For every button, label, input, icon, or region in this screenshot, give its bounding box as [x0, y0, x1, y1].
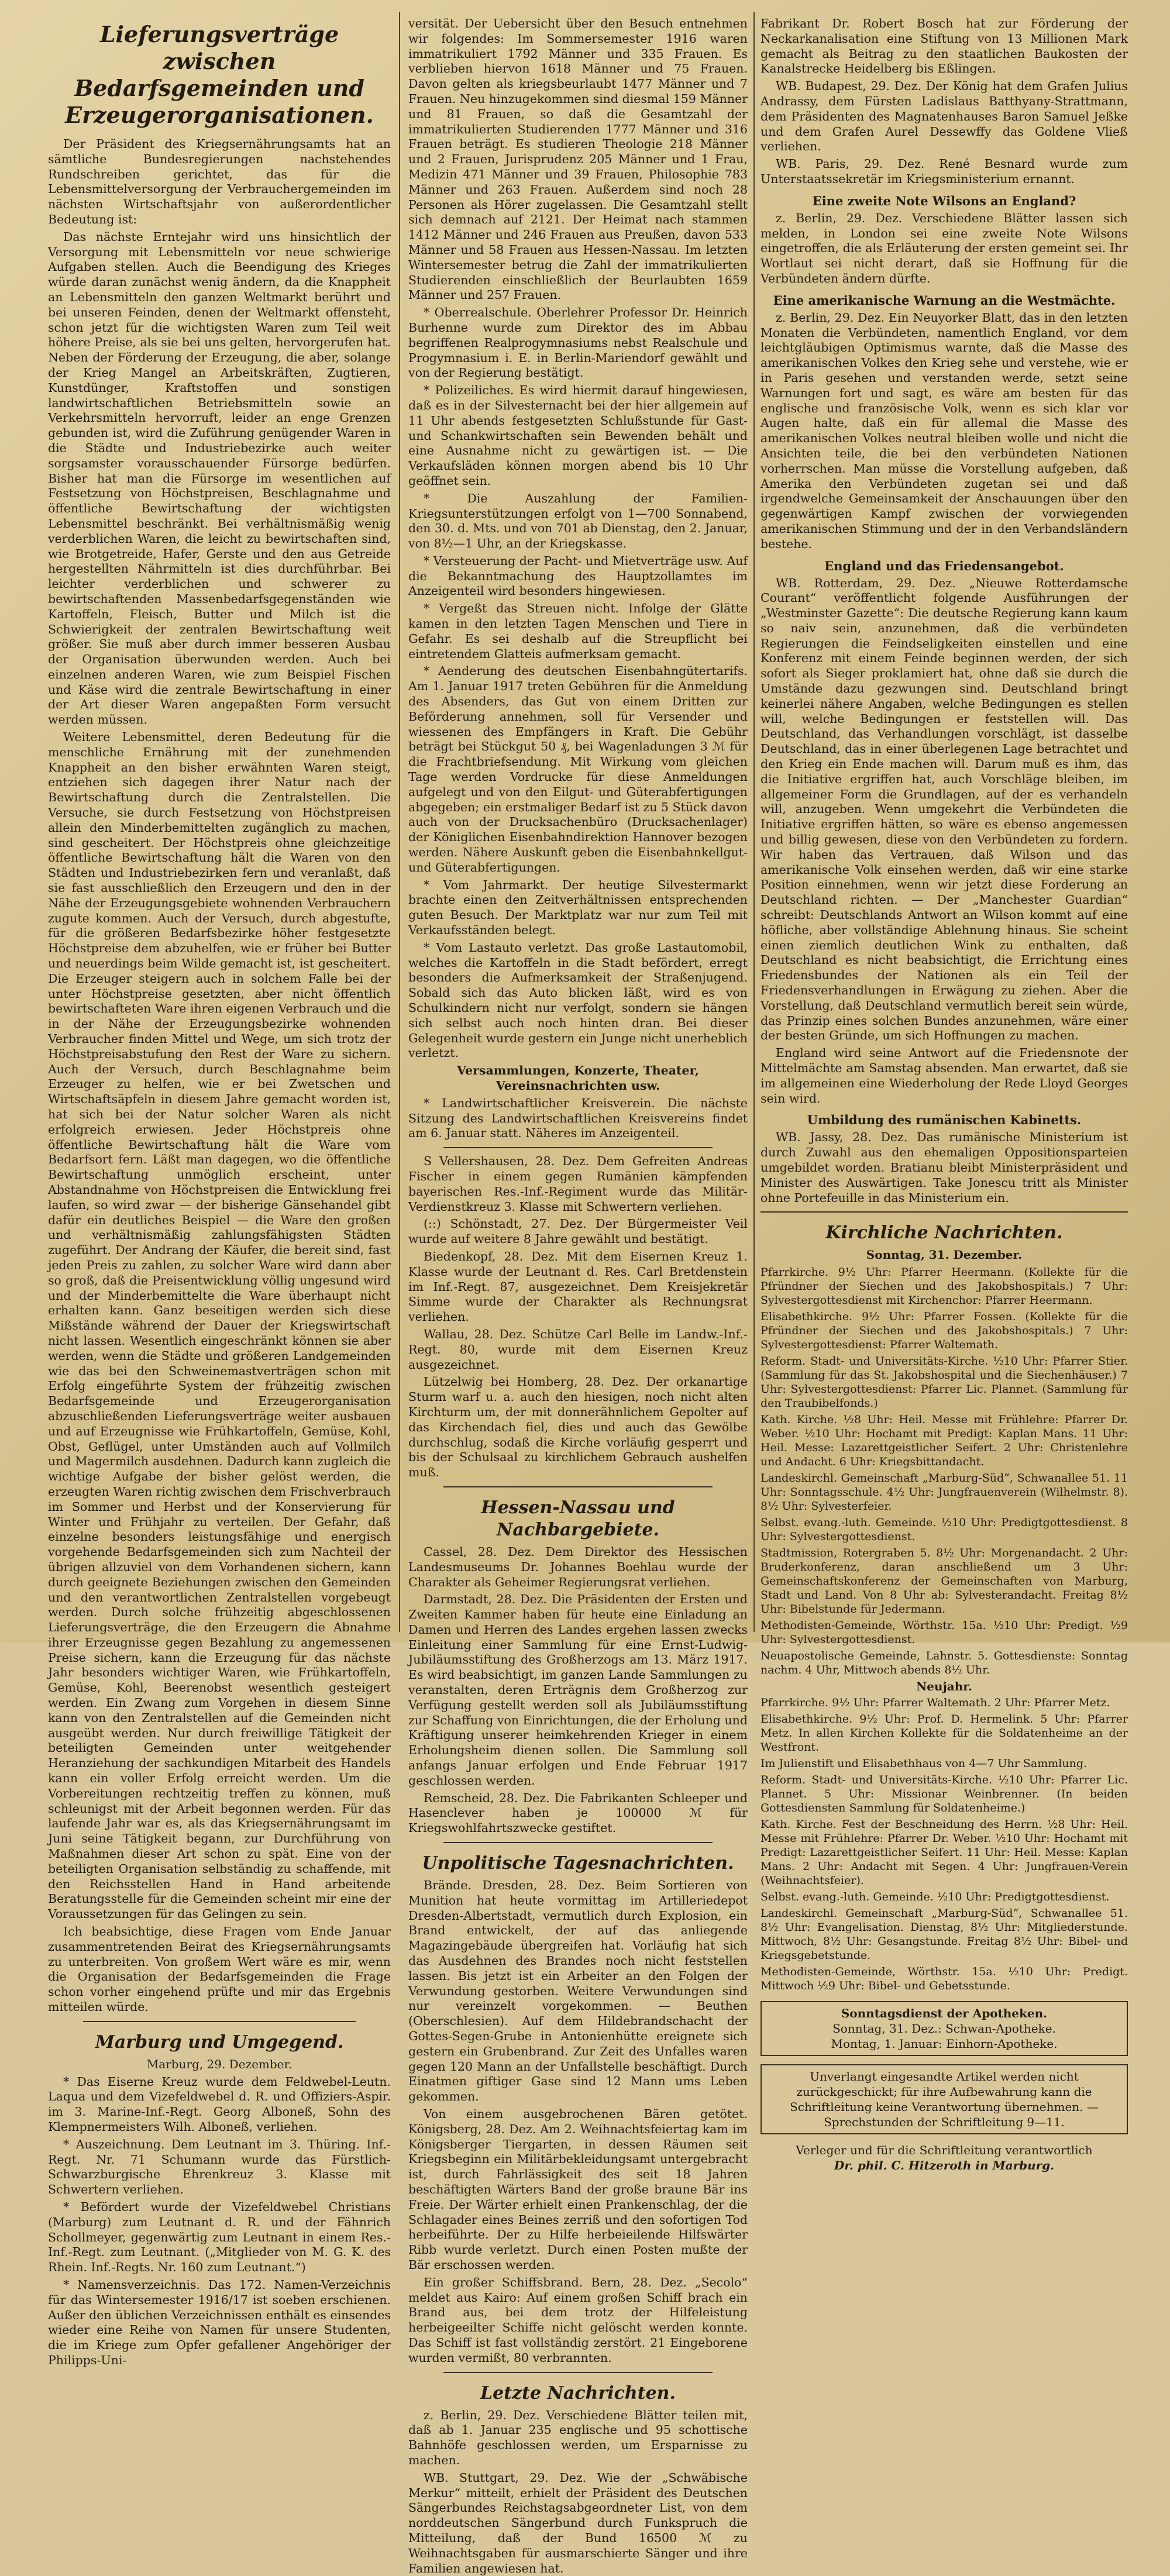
section-divider — [83, 2021, 356, 2022]
section-heading-marburg: Marburg und Umgegend. — [95, 2031, 344, 2052]
news-item: * Vom Lastauto verletzt. Das große Lastautomobil, welches die Kartoffeln in die Stadt befördert, erregt besonders die Aufmerksamkeit der Straßenjugend. Sobald sich das Auto blicken läßt, wird es von Schulkindern nicht nur verfolgt, sondern sie hängen sich selbst auch noch hinten dran. Bei dieser Gelegenheit wurde gestern ein Junge nicht unerheblich verletzt. — [408, 940, 748, 1060]
news-item: * Versteuerung der Pacht- und Mietverträge usw. Auf die Bekanntmachung des Hauptzollamtes im Anzeigenteil wird besonders hingewiesen. — [408, 553, 748, 598]
pharmacy-box — [760, 2001, 1128, 2056]
news-item: z. Berlin, 29. Dez. Ein Neuyorker Blatt, das in den letzten Monaten die Verbündeten, namentlich England, vor dem leichtgläubigen Optimismus warnte, daß die Masse des amerikanischen Volkes den Krieg sehe und verstehe, wie er in Paris gesehen und verstanden werde, setzt seine Warnungen fort und sagt, es wäre am besten für das englische und französische Volk, wenn es sich klar vor Augen halte, daß ein für allemal die Masse des amerikanischen Volkes neutral bleiben wolle und nicht die Ansichten teile, die bei den verbündeten Nationen vorherrschen. Man müsse die Vorstellung aufgeben, daß Amerika den Verbündeten zugetan sei und daß irgendwelche Gemeinsamkeit der Anschauungen über den gegenwärtigen Kampf zwischen der vorwiegenden amerikanischen Stimmung und der in den Verbandsländern bestehe. — [760, 310, 1128, 551]
section-heading-letzte: Letzte Nachrichten. — [480, 2382, 676, 2403]
church-entry: Landeskirchl. Gemeinschaft „Marburg-Süd“, Schwanallee 51. 11 Uhr: Sonntagsschule. 4½ Uhr: Jungfrauenverein (Wilhelmstr. 8). 8½ Uhr: Sylvesterfeier. — [760, 1472, 1128, 1513]
column-rule-right — [753, 12, 755, 1632]
section-divider — [443, 1486, 713, 1487]
church-entry: Reform. Stadt- und Universitäts-Kirche. ½10 Uhr: Pfarrer Stier. (Sammlung für das St. Jakobshospital und die Siechenhäuser.) 7 Uhr: Sylvestergottesdienst: Pfarrer Lic. Plannet. (Sammlung für den Traubibelfonds.) — [760, 1355, 1128, 1410]
news-item: * Aenderung des deutschen Eisenbahngütertarifs. Am 1. Januar 1917 treten Gebühren für die Anmeldung des Absenders, das Gut von einem Dritten zur Beförderung annehmen, soll für Versender und wiessenen des Empfängers in Kraft. Die Gebühr beträgt bei Stückgut 50 ₰, bei Wagenladungen 3 ℳ für die Frachtbriefsendung. Mit Wirkung vom gleichen Tage werden Vordrucke für diese Anmeldungen aufgelegt und von den Eilgut- und Güterabfertigungen abgegeben; ein erstmaliger Bedarf ist zu 5 Stück davon auch von der Drucksachenbüro (Drucksachenlager) der Königlichen Eisenbahndirektion Hannover bezogen werden. Nähere Auskunft geben die Eisenbahnkellgut- und Güterabfertigungen. — [408, 664, 748, 874]
news-item: Brände. Dresden, 28. Dez. Beim Sortieren von Munition hat heute vormittag im Artilleriedepot Dresden-Albertstadt, vermutlich durch Explosion, ein Brand entwickelt, der auf das anliegende Magazingebäude übergreifen hat. Vorläufig hat sich das Ausdehnen des Brandes noch nicht feststellen lassen. Bis jetzt ist ein Arbeiter an den Folgen der Verwundung gestorben. Weitere Verwundungen sind nur vereinzelt vorgekommen. — Beuthen (Oberschlesien). Auf dem Hildebrandschacht der Gottes-Segen-Grube in Antonienhütte ereignete sich gestern ein Grubenbrand. Zur Zeit des Unfalles waren gegen 120 Mann an der Unfallstelle beschäftigt. Durch Einatmen giftiger Gase sind 12 Mann ums Leben gekommen. — [408, 1878, 748, 2104]
section-divider — [443, 1147, 713, 1148]
church-entry: Methodisten-Gemeinde, Wörthstr. 15a. ½10 Uhr: Predigt. ½9 Uhr: Sylvestergottesdienst. — [760, 1619, 1128, 1647]
news-item: Ein großer Schiffsbrand. Bern, 28. Dez. „Secolo“ meldet aus Kairo: Auf einem großen Schiff brach ein Brand aus, bei dem trotz der Hilfeleistung herbeigeeilter Schiffe nicht gelöscht werden konnte. Das Schiff ist fast vollständig zerstört. 21 Eingeborene wurden vermißt, 80 verbrannten. — [408, 2275, 748, 2365]
news-item: Von einem ausgebrochenen Bären getötet. Königsberg, 28. Dez. Am 2. Weihnachtsfeiertag kam im Königsberger Tiergarten, in dessen Räumen seit Kriegsbeginn ein Militärbekleidungsamt untergebracht ist, durch Fahrlässigkeit des seit 18 Jahren beschäftigten Wärters Band der große braune Bär ins Freie. Der Wärter erhielt einen Prankenschlag, der die Schlagader eines Beines zerriß und den sofortigen Tod herbeiführte. Der zu Hilfe herbeieilende Hilfswärter Ribb wurde verletzt. Durch einen Posten mußte der Bär erschossen werden. — [408, 2107, 748, 2272]
news-item: * Auszeichnung. Dem Leutnant im 3. Thüring. Inf.-Regt. Nr. 71 Schumann wurde das Fürstlich-Schwarzburgische Ehrenkreuz 3. Klasse mit Schwertern verliehen. — [48, 2137, 391, 2197]
news-item: * Vom Jahrmarkt. Der heutige Silvestermarkt brachte einen den Zeitverhältnissen entsprechenden guten Besuch. Der Marktplatz war nur zum Teil mit Verkaufsständen belegt. — [408, 877, 748, 938]
church-entry: Stadtmission, Rotergraben 5. 8½ Uhr: Morgenandacht. 2 Uhr: Bruderkonferenz, daran anschließend um 3 Uhr: Gemeinschaftskonferenz der Gemeinschaften von Marburg, Stadt und Land. Von 8 Uhr ab: Sylvesterandacht. Freitag 8½ Uhr: Bibelstunde für Jedermann. — [760, 1547, 1128, 1616]
news-item: Remscheid, 28. Dez. Die Fabrikanten Schleeper und Hasenclever haben je 100000 ℳ für Kriegswohlfahrtszwecke gestiftet. — [408, 1790, 748, 1835]
church-entry: Reform. Stadt- und Universitäts-Kirche. ½10 Uhr: Pfarrer Lic. Plannet. 5 Uhr: Missionar Weinbrenner. (In beiden Gottesdiensten Sammlung für Soldatenheime.) — [760, 1773, 1128, 1815]
news-item: z. Berlin, 29. Dez. Verschiedene Blätter teilen mit, daß ab 1. Januar 235 englische und 95 schottische Bahnhöfe geschlossen werden, um Ersparnisse zu machen. — [408, 2408, 748, 2467]
notice-text: Unverlangt eingesandte Artikel werden nicht zurückgeschickt; für ihre Aufbewahrung kann die Schriftleitung keine Verantwortung übernehmen. — Sprechstunden der Schriftleitung 9—11. — [790, 2069, 1099, 2130]
news-item: Lützelwig bei Homberg, 28. Dez. Der orkanartige Sturm warf u. a. auch den hiesigen, noch nicht alten Kirchturm um, der mit donnerähnlichem Gepolter auf das Kirchendach fiel, dies und auch das Gewölbe durchschlug, sodaß die Kirche vorläufig gesperrt und bis der Schulsaal zu kirchlichem Gebrauch aushelfen muß. — [408, 1375, 748, 1480]
news-item: * Die Auszahlung der Familien-Kriegsunterstützungen erfolgt von 1—700 Sonnabend, den 30. d. Mts. und von 701 ab Dienstag, den 2. Januar, von 8½—1 Uhr, an der Kriegskasse. — [408, 491, 748, 551]
subsection-label: Versammlungen, Konzerte, Theater, Vereinsnachrichten usw. — [457, 1063, 699, 1093]
church-entry: Im Julienstift und Elisabethhaus von 4—7 Uhr Sammlung. — [760, 1757, 1088, 1771]
news-item: * Namensverzeichnis. Das 172. Namen-Verzeichnis für das Wintersemester 1916/17 ist soeben erschienen. Außer den üblichen Verzeichnissen enthält es einsendes wieder eine Reihe von Namen für unsere Studenten, die im Kriege zum Opfer gefallener Angehöriger der Philipps-Uni- — [48, 2277, 391, 2367]
church-entry: Kath. Kirche. Fest der Beschneidung des Herrn. ½8 Uhr: Heil. Messe mit Frühlehre: Pfarrer Dr. Weber. ½10 Uhr: Hochamt mit Predigt: Lazarettgeistlicher Seifert. 11 Uhr: Heil. Messe: Kaplan Mans. 2 Uhr: Andacht mit Segen. 4 Uhr: Jungfrauen-Verein (Weihnachtsfeier). — [760, 1818, 1128, 1888]
section-heading-unpolitisch: Unpolitische Tagesnachrichten. — [422, 1853, 734, 1874]
church-entry: Neuapostolische Gemeinde, Lahnstr. 5. Gottesdienste: Sonntag nachm. 4 Uhr, Mittwoch abends 8½ Uhr. — [760, 1649, 1128, 1677]
subheading: Umbildung des rumänischen Kabinetts. — [807, 1113, 1082, 1128]
section-divider — [443, 2372, 713, 2373]
dateline: Sonntag, 31. Dezember. — [866, 1248, 1023, 1262]
church-entry: Methodisten-Gemeinde, Wörthstr. 15a. ½10 Uhr: Predigt. Mittwoch ½9 Uhr: Bibel- und Gebetsstunde. — [760, 1965, 1128, 1993]
news-item: Cassel, 28. Dez. Dem Direktor des Hessischen Landesmuseums Dr. Johannes Boehlau wurde der Charakter als Geheimer Regierungsrat verliehen. — [408, 1544, 748, 1589]
news-item: S Vellershausen, 28. Dez. Dem Gefreiten Andreas Fischer in einem gegen Rumänien kämpfenden bayerischen Res.-Inf.-Regiment wurde das Militär-Verdienstkreuz 3. Klasse mit Schwertern verliehen. — [408, 1154, 748, 1214]
section-divider — [443, 1842, 713, 1843]
article-paragraph: Ich beabsichtige, diese Fragen vom Ende Januar zusammentretenden Beirat des Kriegsernährungsamts zu unterbreiten. Von großem Wert wäre es mir, wenn die Organisation der Bedarfsgemeinden die Frage schon vorher eingehend prüfte und mir das Ergebnis mitteilen würde. — [48, 1924, 391, 2014]
church-entry: Landeskirchl. Gemeinschaft „Marburg-Süd“, Schwanallee 51. 8½ Uhr: Evangelisation. Dienstag, 8½ Uhr: Mitgliederstunde. Mittwoch, 8½ Uhr: Gesangstunde. Freitag 8½ Uhr: Bibel- und Kriegsgebetstunde. — [760, 1907, 1128, 1962]
church-entry: Selbst. evang.-luth. Gemeinde. ½10 Uhr: Predigtgottesdienst. — [760, 1890, 1110, 1904]
subheading: Eine amerikanische Warnung an die Westmächte. — [773, 292, 1116, 308]
news-item: z. Berlin, 29. Dez. Verschiedene Blätter lassen sich melden, in London sei eine zweite Note Wilsons eingetroffen, die als Erläuterung der ersten gemeint sei. Ihr Wortlaut sei nicht derart, daß sie Hoffnung für die Verbündeten ändern dürfte. — [760, 211, 1128, 285]
article-paragraph: Weitere Lebensmittel, deren Bedeutung für die menschliche Ernährung mit der zunehmenden Knappheit an den bisher erwähnten Waren steigt, entziehen sich dagegen ihrer Natur nach der Bewirtschaftung durch die Zentralstellen. Die Versuche, sie durch Festsetzung von Höchstpreisen allein den Minderbemittelten zugänglich zu machen, sind gescheitert. Der Höchstpreis ohne gleichzeitige öffentliche Bewirtschaftung hält die Waren von den Städten und Industriebezirken fern und veranlaßt, daß sie fast ausschließlich den Erzeugern und den in der Nähe der Erzeugungsgebiete wohnenden Verbrauchern zugute kommen. Auch der Versuch, durch abgestufte, für die größeren Bedarfsbezirke höher festgesetzte Höchstpreise dem abzuhelfen, wie er früher bei Butter und neuerdings beim Wilde gemacht ist, ist gescheitert. Die Erzeuger steigern auch in solchem Falle bei der unter Höchstpreise gesetzten, aber nicht öffentlich bewirtschafteten Ware ihren eigenen Verbrauch und die in der Nähe der Erzeugungsbezirke wohnenden Verbraucher finden Mittel und Wege, um sich trotz der Höchstpreisabstufung den Rest der Ware zu sichern. Auch der Versuch, durch Beschlagnahme beim Erzeuger zu helfen, wie er bei Zwetschen und Wirtschaftsäpfeln in diesem Jahre gemacht worden ist, hat sich bei der Natur solcher Waren als nicht erfolgreich erwiesen. Jeder Höchstpreis ohne öffentliche Bewirtschaftung hält die Ware vom Bedarfsort fern. Läßt man dagegen, wo die öffentliche Bewirtschaftung unmöglich erscheint, unter Abstandnahme von Höchstpreisen die Entwicklung frei laufen, so wird zwar — der bisherige Gänsehandel gibt dafür ein deutliches Beispiel — die Ware den großen und verhältnismäßig zahlungsfähigsten Städten zugeführt. Der Andrang der Käufer, die bereit sind, fast jeden Preis zu zahlen, zu solcher Ware wird dann aber so groß, daß die Preisentwicklung völlig ungesund wird und der Minderbemittelte die Ware überhaupt nicht erhalten kann. Ganz beseitigen werden sich diese Mißstände während der Dauer der Kriegswirtschaft nicht lassen. Wesentlich eingeschränkt können sie aber werden, wenn die Städte und größeren Landgemeinden wie das bei den Schweinemastverträgen schon mit Erfolg eingeführte System der frühzeitig zwischen Bedarfsgemeinde und Erzeugerorganisation abzuschließenden Lieferungsverträge weiter ausbauen und auf Erzeugnisse wie Frühkartoffeln, Gemüse, Kohl, Obst, Geflügel, unter Umständen auch auf Vollmilch und Magermilch ausdehnen. Dadurch kann zugleich die wichtige Aufgabe der bisher gelöst werden, die erzeugten Waren richtig zwischen dem Frischverbrauch im Sommer und Herbst und der Konservierung für Winter und Frühjahr zu verteilen. Der Gefahr, daß einzelne besonders leistungsfähige und energisch vorgehende Bedarfsgemeinden sich zum Nachteil der übrigen allzuviel von dem Vorhandenen sichern, kann durch geeignete Beziehungen zwischen den Gemeinden und den verantwortlichen Zentralstellen vorgebeugt werden. Durch solche frühzeitig abgeschlossenen Lieferungsverträge, die den Erzeugern die Abnahme ihrer Erzeugnisse gegen Bezahlung zu angemessenen Preise sichern, kann die Erzeugung für das nächste Jahr besonders wichtiger Waren, wie Frühkartoffeln, Gemüse, Kohl, Beerenobst wesentlich gesteigert werden. Ein Zwang zum Vorgehen in diesem Sinne kann von den Zentralstellen auf die Gemeinden nicht ausgeübt werden. Nur durch freiwillige Tätigkeit der beteiligten Gemeinden unter weitgehender Heranziehung der sachkundigen Mitarbeit des Handels kann ein voller Erfolg erreicht werden. Um die Vorbereitungen rechtzeitig treffen zu können, muß schleunigst mit der Arbeit begonnen werden. Für das laufende Jahr war es, als das Kriegsernährungsamt im Juni seine Tätigkeit begann, zur Durchführung von Maßnahmen dieser Art schon zu spät. Eine von der beteiligten Organisation selbständig zu schaffende, mit den Reichsstellen Hand in Hand arbeitende Beratungsstelle für die Gemeinden scheint mir eine der Voraussetzungen für das Gelingen zu sein. — [48, 730, 391, 1921]
news-item: WB. Budapest, 29. Dez. Der König hat dem Grafen Julius Andrassy, dem Fürsten Ladislaus Batthyany-Strattmann, dem Präsidenten des Magnatenhauses Baron Samuel Jeßke und dem Grafen Aurel Dessewffy das Goldene Vließ verliehen. — [760, 79, 1128, 154]
pharmacy-title: Sonntagsdienst der Apotheken. — [841, 2006, 1048, 2021]
column-1 — [48, 16, 391, 2367]
section-divider — [760, 1211, 1128, 1213]
church-entry: Kath. Kirche. ½8 Uhr: Heil. Messe mit Frühlehre: Pfarrer Dr. Weber. ½10 Uhr: Hochamt mit Predigt: Kaplan Mans. 11 Uhr: Heil. Messe: Lazarettgeistlicher Seifert. 2 Uhr: Christenlehre und Andacht. 6 Uhr: Kriegsbittandacht. — [760, 1413, 1128, 1469]
news-item: Biedenkopf, 28. Dez. Mit dem Eisernen Kreuz 1. Klasse wurde der Leutnant d. Res. Carl Bretdenstein im Inf.-Regt. 87, ausgezeichnet. Dem Kreisjekretär Simme wurde der Charakter als Rechnungsrat verliehen. — [408, 1249, 748, 1324]
imprint-line: Verleger und für die Schriftleitung verantwortlich — [796, 2143, 1093, 2158]
column-2 — [408, 16, 748, 2575]
section-heading-hessen: Hessen-Nassau und Nachbargebiete. — [481, 1497, 675, 1540]
column-3 — [760, 16, 1128, 2173]
news-item: (::) Schönstadt, 27. Dez. Der Bürgermeister Veil wurde auf weitere 8 Jahre gewählt und bestätigt. — [408, 1217, 748, 1246]
column-rule-left — [399, 12, 400, 1632]
news-item: Wallau, 28. Dez. Schütze Carl Belle im Landw.-Inf.-Regt. 80, wurde mit dem Eisernen Kreuz ausgezeichnet. — [408, 1327, 748, 1372]
news-item: * Oberrealschule. Oberlehrer Professor Dr. Heinrich Burhenne wurde zum Direktor des im Abbau begriffenen Realprogymnasiums nebst Realschule und Progymnasium i. E. in Berlin-Mariendorf gewählt und von der Regierung bestätigt. — [408, 305, 748, 380]
article-paragraph: Das nächste Erntejahr wird uns hinsichtlich der Versorgung mit Lebensmitteln vor neue schwierige Aufgaben stellen. Auch die Beendigung des Krieges würde daran zunächst wenig ändern, da die Knappheit an Lebensmitteln den ganzen Weltmarkt berührt und bei unseren Feinden, denen der Weltmarkt offensteht, schon jetzt für die wichtigsten Waren zum Teil weit höhere Preise, als sie bei uns gelten, hervorgerufen hat. Neben der Förderung der Erzeugung, die aber, solange der Krieg Mangel an Arbeitskräften, Zugtieren, Kunstdünger, Kraftstoffen und sonstigen landwirtschaftlichen Betriebsmitteln sowie an Verkehrsmitteln hervorruft, leider an enge Grenzen gebunden ist, wird die Zuführung genügender Waren in die Städte und Industriebezirke auch weiter sorgsamster vorausschauender Fürsorge bedürfen. Bisher hat man die Fürsorge im wesentlichen auf Festsetzung von Höchstpreisen, Beschlagnahme und öffentliche Bewirtschaftung der wichtigsten Lebensmittel beschränkt. Bei verhältnismäßig wenig verderblichen Waren, die leicht zu bewirtschaften sind, wie Brotgetreide, Hafer, Gerste und den aus Getreide hergestellten Nährmitteln ist dies durchführbar. Bei leichter verderblichen und schwerer zu bewirtschaftenden Massenbedarfsgegenständen wie Kartoffeln, Fleisch, Butter und Milch ist die Schwierigkeit der zentralen Bewirtschaftung weit größer. Sie muß aber durch immer besseren Ausbau der Organisation überwunden werden. Auch bei einzelnen anderen Waren, wie zum Beispiel Fischen und Käse wird die zentrale Bewirtschaftung in einer der Art dieser Waren angepaßten Form versucht werden müssen. — [48, 229, 391, 727]
news-item: WB. Stuttgart, 29. Dez. Wie der „Schwäbische Merkur“ mitteilt, erhielt der Präsident des Deutschen Sängerbundes Reichstagsabgeordneter List, von dem norddeutschen Sängerbund durch Funkspruch die Mitteilung, daß der Bund 16500 ℳ zu Weihnachtsgaben für ausmarschierte Sänger und ihre Familien angewiesen hat. — [408, 2470, 748, 2575]
church-entry: Pfarrkirche. 9½ Uhr: Pfarrer Waltemath. 2 Uhr: Pfarrer Metz. — [760, 1696, 1110, 1710]
church-entry: Selbst. evang.-luth. Gemeinde. ½10 Uhr: Predigtgottesdienst. 8 Uhr: Sylvestergottesdienst. — [760, 1516, 1128, 1544]
article-headline: Lieferungsverträge zwischen Bedarfsgemeinden und Erzeugerorganisationen. — [65, 21, 374, 128]
imprint-signature: Dr. phil. C. Hitzeroth in Marburg. — [834, 2158, 1055, 2173]
news-item: WB. Jassy, 28. Dez. Das rumänische Ministerium ist durch Zuwahl aus den ehemaligen Oppositionsparteien umgebildet worden. Bratianu bleibt Ministerpräsident und Minister des Auswärtigen. Take Jonescu tritt als Minister ohne Portefeuille in das Ministerium ein. — [760, 1130, 1128, 1205]
article-paragraph: Der Präsident des Kriegsernährungsamts hat an sämtliche Bundesregierungen nachstehendes Rundschreiben gerichtet, das für die Lebensmittelversorgung der Verbrauchergemeinden im nächsten Wirtschaftsjahr von außerordentlicher Bedeutung ist: — [48, 137, 391, 226]
news-item: * Polizeiliches. Es wird hiermit darauf hingewiesen, daß es in der Silvesternacht bei der hier allgemein auf 11 Uhr abends festgesetzten Schlußstunde für Gast- und Schankwirtschaften sein Bewenden behält und eine Ausnahme nicht zu gewärtigen ist. — Die Verkaufsläden können morgen abend bis 10 Uhr geöffnet sein. — [408, 383, 748, 488]
news-item: * Das Eiserne Kreuz wurde dem Feldwebel-Leutn. Laqua und dem Vizefeldwebel d. R. und Offiziers-Aspir. im 3. Marine-Inf.-Regt. Georg Alboneß, Sohn des Klempnermeisters Wilh. Alboneß, verliehen. — [48, 2074, 391, 2134]
subheading: England und das Friedensangebot. — [824, 558, 1064, 573]
neujahr-heading: Neujahr. — [916, 1679, 972, 1694]
pharmacy-line: Sonntag, 31. Dez.: Schwan-Apotheke. — [832, 2021, 1056, 2036]
news-item: Darmstadt, 28. Dez. Die Präsidenten der Ersten und Zweiten Kammer haben für heute eine Einladung an Damen und Herren des Landes ergehen lassen zwecks Einleitung einer Sammlung für eine Ernst-Ludwig-Jubiläumsstiftung des Großherzogs am 13. März 1917. Es wird beabsichtigt, im ganzen Lande Sammlungen zu veranstalten, deren Erträgnis dem Großherzog zur Verfügung gestellt werden soll als Jubiläumsstiftung zur Schaffung von Einrichtungen, die der Erholung und Kräftigung unserer heimkehrenden Krieger in einem Erholungsheim dienen sollen. Die Sammlung soll anfangs Januar erfolgen und Ende Februar 1917 geschlossen werden. — [408, 1592, 748, 1788]
news-item: WB. Paris, 29. Dez. René Besnard wurde zum Unterstaatssekretär im Kriegsministerium ernannt. — [760, 157, 1128, 186]
church-entry: Pfarrkirche. 9½ Uhr: Pfarrer Heermann. (Kollekte für die Pfründner der Siechen und des Jakobshospitals.) 7 Uhr: Sylvestergottesdienst mit Kirchenchor: Pfarrer Heermann. — [760, 1266, 1128, 1307]
news-item: versität. Der Uebersicht über den Besuch entnehmen wir folgendes: Im Sommersemester 1916 waren immatrikuliert 1792 Männer und 335 Frauen. Es verblieben hiervon 1618 Männer und 75 Frauen. Davon gelten als kriegsbeurlaubt 1477 Männer und 7 Frauen. Neu hinzugekommen sind diesmal 159 Männer und 81 Frauen, so daß die Gesamtzahl der immatrikulierten Studierenden 1777 Männer und 316 Frauen beträgt. Es studieren Theologie 218 Männer und 2 Frauen, Jurisprudenz 205 Männer und 1 Frau, Medizin 471 Männer und 39 Frauen, Philosophie 783 Männer und 263 Frauen. Außerdem sind noch 28 Personen als Hörer zugelassen. Die Gesamtzahl stellt sich demnach auf 2121. Der Heimat nach stammen 1412 Männer und 246 Frauen aus Preußen, davon 533 Männer und 58 Frauen aus Hessen-Nassau. Im letzten Wintersemester betrug die Zahl der immatrikulierten Studierenden einschließlich der Beurlaubten 1659 Männer und 257 Frauen. — [408, 16, 748, 302]
subheading: Eine zweite Note Wilsons an England? — [812, 193, 1076, 208]
section-heading-kirche: Kirchliche Nachrichten. — [825, 1222, 1063, 1244]
dateline: Marburg, 29. Dezember. — [146, 2057, 292, 2071]
news-item: England wird seine Antwort auf die Friedensnote der Mittelmächte am Samstag absenden. Man erwartet, daß sie im allgemeinen eine Wiederholung der Rede Lloyd Georges sein wird. — [760, 1046, 1128, 1106]
church-entry: Elisabethkirche. 9½ Uhr: Pfarrer Fossen. (Kollekte für die Pfründner der Siechen und des Jakobshospitals.) 7 Uhr: Sylvestergottesdienst: Pfarrer Waltemath. — [760, 1310, 1128, 1352]
news-item: * Vergeßt das Streuen nicht. Infolge der Glätte kamen in den letzten Tagen Menschen und Tiere in Gefahr. Es sei deshalb auf die Streupflicht bei eintretendem Glatteis aufmerksam gemacht. — [408, 601, 748, 661]
news-item: WB. Rotterdam, 29. Dez. „Nieuwe Rotterdamsche Courant“ veröffentlicht folgende Ausführungen der „Westminster Gazette“: Die deutsche Regierung kann kaum so naiv sein, anzunehmen, daß die verbündeten Regierungen die Feindseligkeiten einstellen und eine Konferenz mit einem Feinde beginnen werden, der sich sofort als Sieger proklamiert hat, ohne daß sie durch die Umstände dazu gezwungen sind. Deutschland bringt keinerlei nähere Angaben, welche Bedingungen es stellen will, welche Bedingungen er feststellen will. Das Deutschland, das Verhandlungen vorschlägt, ist dasselbe Deutschland, das in einer überlegenen Lage betrachtet und den Krieg ein Ende machen will. Darum muß es ihm, das die Initiative ergriffen hat, auch Vorschläge bleiben, im allgemeiner Form die Grundlagen, auf der es verhandeln will, anzugeben. Wenn umgekehrt die Verbündeten die Initiative ergriffen hätten, so wäre es ebenso angemessen und billig gewesen, diese von den Verbündeten zu fordern. Wir haben das Vertrauen, daß Wilson und das amerikanische Volk einsehen werden, daß wir eine starke Position einnehmen, wenn wir jetzt diese Forderung an Deutschland richten. — Der „Manchester Guardian“ schreibt: Deutschlands Antwort an Wilson kommt auf eine höfliche, aber vollständige Ablehnung hinaus. Sie scheint einen ziemlich deutlichen Wink zu enthalten, daß Deutschland es nicht beabsichtigt, die Errichtung eines Friedensbundes der Nationen als ein Teil der Friedensverhandlungen in Erwägung zu ziehen. Aber die Vorstellung, daß Deutschland vermutlich bereit sein würde, das Prinzip eines solchen Bundes anzunehmen, wäre einer der besten Gründe, um sich Hoffnungen zu machen. — [760, 576, 1128, 1043]
news-item: * Befördert wurde der Vizefeldwebel Christians (Marburg) zum Leutnant d. R. und der Fähnrich Schollmeyer, gegenwärtig zum Leutnant in einem Res.-Inf.-Regt. zum Leutnant. („Mitglieder von M. G. K. des Rhein. Inf.-Regts. Nr. 160 zum Leutnant.“) — [48, 2199, 391, 2275]
editorial-notice — [760, 2064, 1128, 2134]
news-item: * Landwirtschaftlicher Kreisverein. Die nächste Sitzung des Landwirtschaftlichen Kreisvereins findet am 6. Januar statt. Näheres im Anzeigenteil. — [408, 1096, 748, 1141]
church-entry: Elisabethkirche. 9½ Uhr: Prof. D. Hermelink. 5 Uhr: Pfarrer Metz. In allen Kirchen Kollekte für die Soldatenheime an der Westfront. — [760, 1713, 1128, 1754]
pharmacy-line: Montag, 1. Januar: Einhorn-Apotheke. — [831, 2037, 1058, 2051]
imprint — [760, 2143, 1128, 2173]
news-item: Fabrikant Dr. Robert Bosch hat zur Förderung der Neckarkanalisation eine Stiftung von 13 Millionen Mark gemacht als Beitrag zu den staatlichen Baukosten der Kanalstrecke Heidelberg bis Eßlingen. — [760, 16, 1128, 76]
